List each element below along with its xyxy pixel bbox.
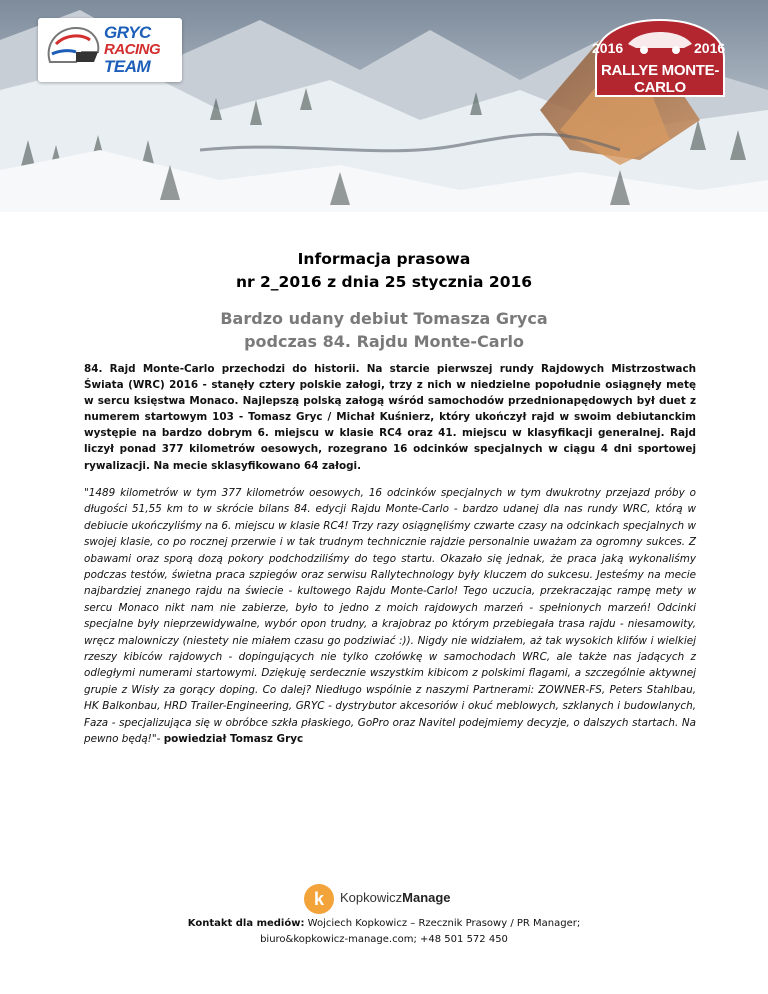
rally-year-left: 2016 [592,40,624,56]
kopkowicz-wordmark [340,890,451,905]
media-contact [0,916,768,948]
rally-name: RALLYE MONTE-CARLO [600,62,720,96]
quote-speaker: powiedział Tomasz Gryc [163,733,304,746]
contact-person: Wojciech Kopkowicz – Rzecznik Prasowy / PR Manager; [307,918,581,929]
lead-paragraph: 84. Rajd Monte-Carlo przechodzi do historii. Na starcie pierwszej rundy Rajdowych Mistrzostwach Świata (WRC) 2016 - stanęły cztery polskie załogi, trzy z nich w niedzielne popołudnie osiągnęły metę w sercu księstwa Monaco. Najlepszą polską załogą wśród samochodów przednionapędowych był duet z numerem startowym 103 - Tomasz Gryc / Michał Kuśnierz, który ukończył rajd w swoim debiutanckim występie na bardzo dobrym 6. miejscu w klasie RC4 oraz 41. miejscu w klasyfikacji generalnej. Rajd liczył ponad 377 kilometrów oesowych, rozegrano 16 odcinków specjalnych w ciągu 4 dni sportowej rywalizacji. Na mecie sklasyfikowano 64 załogi. [84,363,696,472]
team-logo-line2: RACING [104,41,161,58]
title-line-2: nr 2_2016 z dnia 25 stycznia 2016 [235,273,533,291]
contact-line-1 [0,916,768,932]
quote-paragraph [84,485,696,748]
team-logo-line3: TEAM [104,57,151,76]
subtitle-line-1: Bardzo udany debiut Tomasza Gryca [220,309,548,328]
wordmark-light: Kopkowicz [340,890,403,905]
rallye-monte-carlo-logo [588,18,732,108]
wordmark-bold: Manage [402,890,451,905]
contact-details: biuro&kopkowicz-manage.com; +48 501 572 450 [260,934,508,945]
document-title [0,248,768,294]
title-line-1: Informacja prasowa [297,250,471,268]
kopkowicz-k-icon: k [304,884,334,914]
helmet-icon [42,22,104,78]
header-banner [0,0,768,212]
document-subtitle [0,307,768,353]
quote-text: "1489 kilometrów w tym 377 kilometrów oesowych, 16 odcinków specjalnych w tym dwukrotny przejazd próby o długości 51,55 km to w skrócie bilans 84. edycji Rajdu Monte-Carlo - bardzo udanej dla nas rundy WRC, którą w debiucie ukończyliśmy na 6. miejscu w klasie RC4! Trzy razy osiągnęliśmy czwarte czasy na odcinkach specjalnych w swojej klasie, co po rocznej przerwie i w tak trudnym technicznie rajdzie personalnie uważam za ogromny sukces. Z obawami oraz sporą dozą pokory podchodziliśmy do tego startu. Okazało się jednak, że praca jaką wykonaliśmy podczas testów, świetna praca szpiegów oraz serwisu Rallytechnology były kluczem do sukcesu. Jesteśmy na mecie najbardziej znanego rajdu na świecie - kultowego Rajdu Monte-Carlo! Tego uczucia, przekraczając rampę mety w sercu Monaco nikt nam nie zabierze, było to jedno z moich rajdowych marzeń - spełnionych marzeń! Odcinki specjalne były nieprzewidywalne, wybór opon trudny, a krajobraz po którym przebiegała trasa rajdu - niesamowity, wręcz malowniczy (niestety nie miałem czasu go podziwiać :)). Nigdy nie widziałem, aż tak wysokich klifów i wielkiej rzeszy kibiców rajdowych - dopingujących nie tylko czołówkę w samochodach WRC, ale także nas jadących z odległymi numerami startowymi. Dziękuję serdecznie wszystkim kibicom z polskimi flagami, a szczególnie aktywnej grupie z Wisły za gorący doping. Co dalej? Niedługo wspólnie z naszymi Partnerami: ZOWNER-FS, Peters Stahlbau, HK Balkonbau, HRD Trailer-Engineering, GRYC - dystrybutor akcesoriów i okuć meblowych, szklanych i budowlanych, Faza - specjalizująca się w obróbce szkła płaskiego, GoPro oraz Navitel podejmiemy decyzje, o dalszych startach. Na pewno będą!"- [84,487,696,746]
contact-label: Kontakt dla mediów: [187,918,305,929]
kopkowicz-manage-logo [304,882,474,916]
team-logo-line1: GRYC [104,23,151,42]
subtitle-line-2: podczas 84. Rajdu Monte-Carlo [244,332,524,351]
gryc-racing-team-logo [38,18,182,82]
rally-year-right: 2016 [694,40,726,56]
